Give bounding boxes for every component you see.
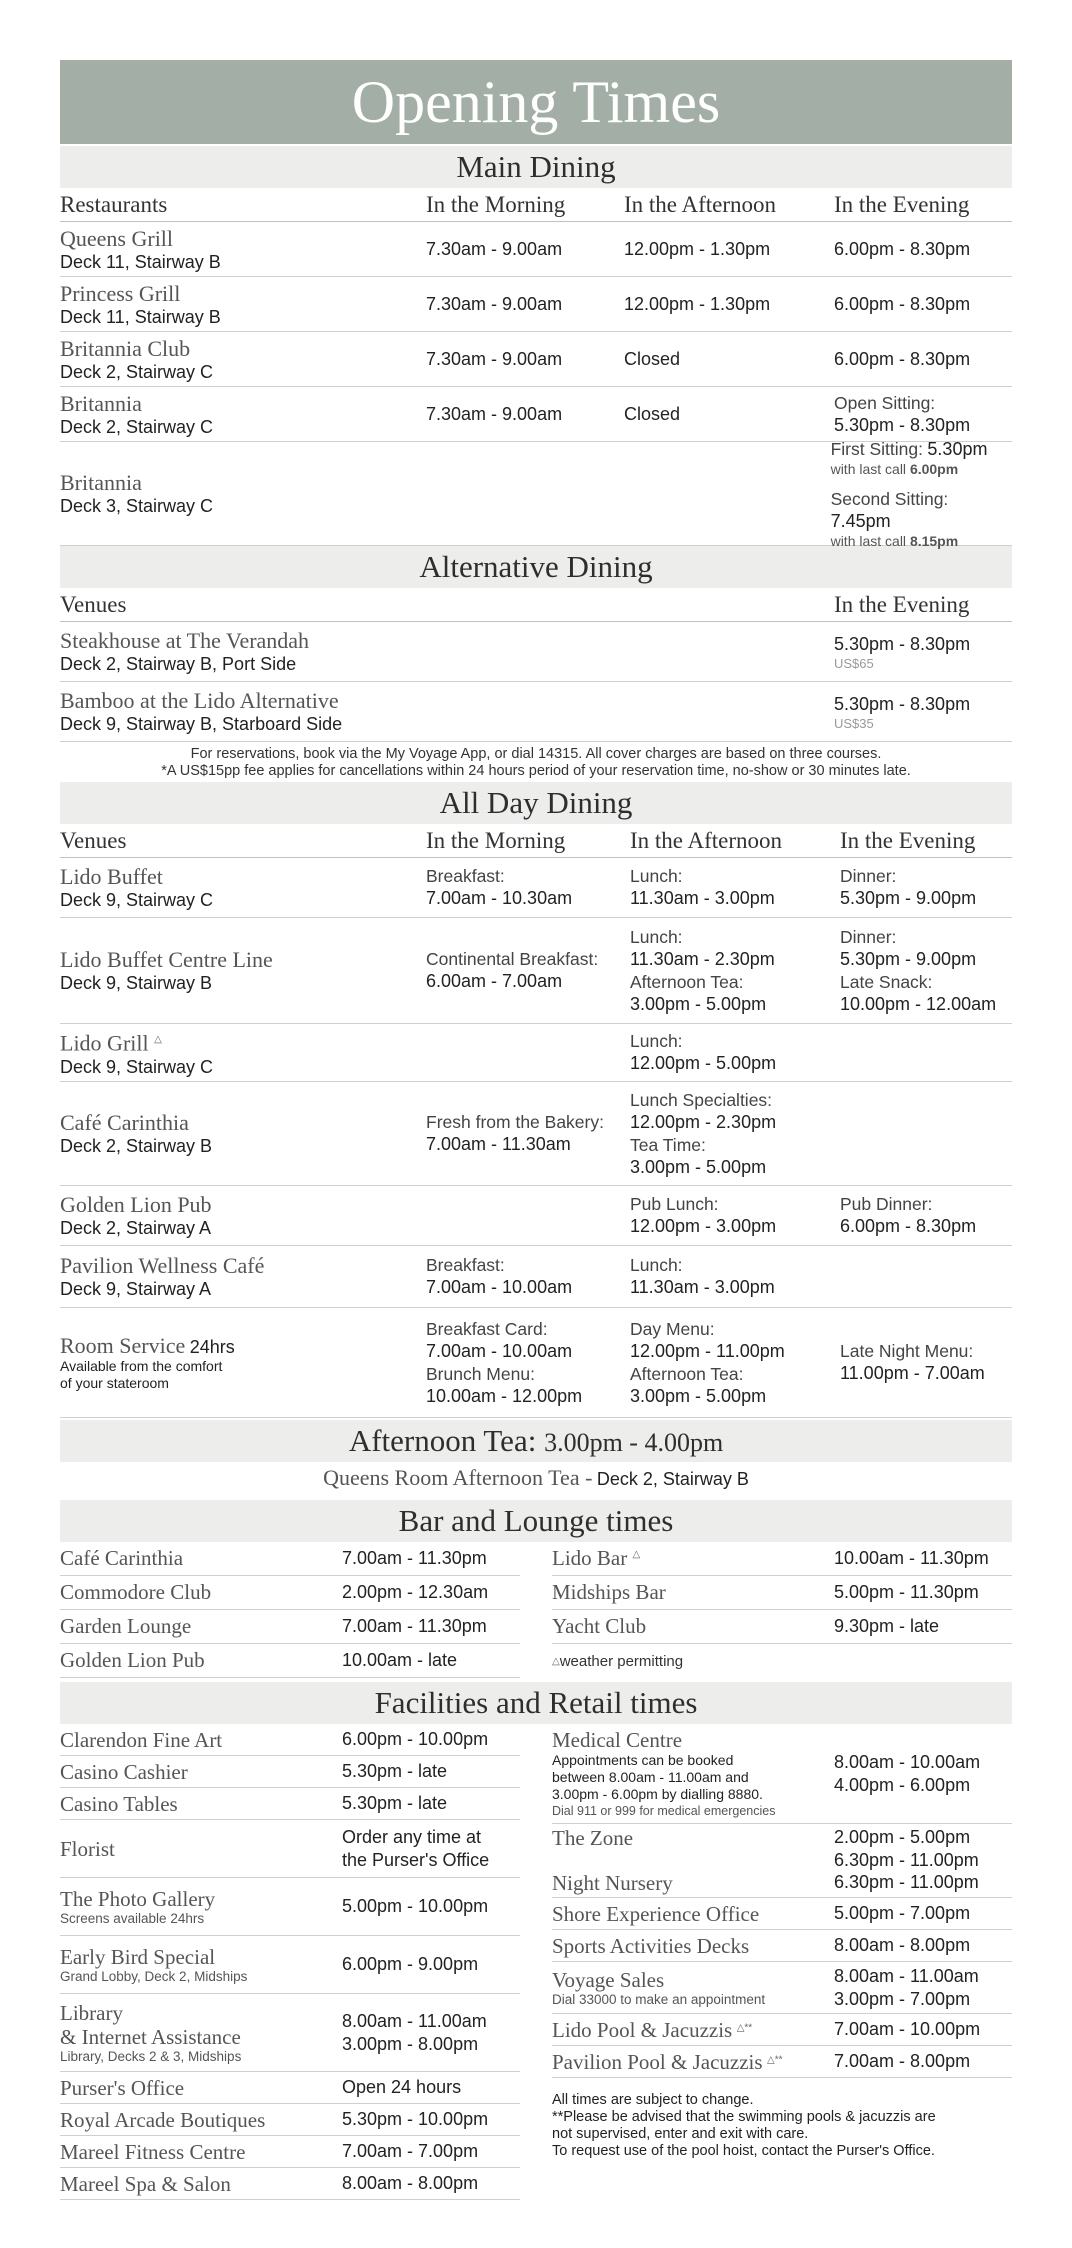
facility-row <box>552 1898 1012 1930</box>
meal-time: 5.30pm - 9.00pm <box>840 888 977 908</box>
bar-name: Golden Lion Pub <box>60 1648 205 1672</box>
reservation-note <box>60 742 1012 782</box>
facility-time: 2.00pm - 5.00pm <box>834 1827 971 1847</box>
venue-name: Britannia <box>60 390 142 416</box>
bar-time: 10.00am - late <box>342 1650 458 1670</box>
last-call-label: with last call <box>830 532 907 549</box>
meal-label: Lunch: <box>630 926 683 947</box>
weather-triangle-icon: △ <box>154 1034 162 1046</box>
facility-time: Open 24 hours <box>342 2077 462 2097</box>
facility-time: Order any time at <box>342 1826 482 1847</box>
facility-time: 3.00pm - 8.00pm <box>342 2033 479 2054</box>
bar-time: 2.00pm - 12.30am <box>342 1582 489 1602</box>
facilities-heading: Facilities and Retail times <box>60 1682 1012 1724</box>
facility-name: Early Bird Special <box>60 1944 216 1969</box>
venue-location: Deck 2, Stairway C <box>60 416 214 437</box>
bar-name: Café Carinthia <box>60 1546 184 1570</box>
alt-dining-heading: Alternative Dining <box>60 546 1012 588</box>
facility-time: 8.00am - 11.00am <box>342 2010 487 2031</box>
facility-name: Shore Experience Office <box>552 1901 760 1926</box>
afternoon-time: Closed <box>624 403 681 424</box>
note-line: not supervised, enter and exit with care. <box>552 2126 809 2142</box>
venue-location: Deck 2, Stairway B <box>60 1136 213 1156</box>
meal-label: Lunch Specialties: <box>630 1089 773 1110</box>
facility-time: 5.30pm - late <box>342 1761 448 1781</box>
facility-row <box>552 1868 1012 1898</box>
col-header: In the Morning <box>426 191 566 217</box>
venue-location: Deck 9, Stairway B <box>60 973 213 993</box>
venue-name: Queens Grill <box>60 225 174 251</box>
afternoon-time: 12.00pm - 1.30pm <box>624 293 771 314</box>
facility-row <box>60 2168 520 2200</box>
facility-row <box>552 1724 1012 1824</box>
venue-note: of your stateroom <box>60 1375 169 1391</box>
bar-row <box>552 1542 1012 1576</box>
facility-note: Screens available 24hrs <box>60 1910 205 1926</box>
meal-time: 12.00pm - 3.00pm <box>630 1216 777 1236</box>
facility-note: Grand Lobby, Deck 2, Midships <box>60 1968 248 1984</box>
meal-label: Pub Dinner: <box>840 1194 933 1214</box>
meal-label: Lunch: <box>630 1255 683 1275</box>
all-day-header-row <box>60 824 1012 858</box>
col-header: Venues <box>60 591 127 617</box>
facility-name: Royal Arcade Boutiques <box>60 2107 266 2132</box>
meal-label: Pub Lunch: <box>630 1194 719 1214</box>
meal-label: Lunch: <box>630 1031 683 1051</box>
facility-time: 5.30pm - late <box>342 1793 448 1813</box>
sitting-label: First Sitting: <box>830 438 923 459</box>
facilities-notes <box>552 2078 1012 2160</box>
meal-time: 12.00pm - 11.00pm <box>630 1340 785 1361</box>
facility-time: 6.30pm - 11.00pm <box>834 1872 979 1892</box>
meal-time: 11.30am - 3.00pm <box>630 1277 775 1297</box>
bar-name: Commodore Club <box>60 1580 212 1604</box>
facility-name: Florist <box>60 1836 115 1861</box>
bars-heading: Bar and Lounge times <box>60 1500 1012 1542</box>
morning-time: 7.30am - 9.00am <box>426 293 563 314</box>
last-call-label: with last call <box>830 460 907 477</box>
facility-time: 4.00pm - 6.00pm <box>834 1774 971 1795</box>
meal-label: Late Night Menu: <box>840 1341 974 1361</box>
facility-time: 5.30pm - 10.00pm <box>342 2109 489 2129</box>
venue-name: Queens Room Afternoon Tea - <box>323 1465 593 1490</box>
main-dining-heading: Main Dining <box>60 146 1012 188</box>
facility-name: Voyage Sales <box>552 1967 665 1992</box>
table-row <box>60 222 1012 277</box>
facility-row <box>60 1936 520 1994</box>
venue-name: Britannia <box>60 470 142 495</box>
afternoon-tea-venue <box>60 1462 1012 1500</box>
facility-name: Pavilion Pool & Jacuzzis <box>552 2049 763 2074</box>
venue-name: Lido Grill <box>60 1030 149 1056</box>
facility-note: Library, Decks 2 & 3, Midships <box>60 2048 242 2064</box>
meal-time: 3.00pm - 5.00pm <box>630 1156 767 1177</box>
facility-name: Sports Activities Decks <box>552 1933 750 1958</box>
facility-row <box>60 1724 520 1756</box>
facility-name: The Zone <box>552 1826 634 1850</box>
table-row <box>60 277 1012 332</box>
meal-time: 11.00pm - 7.00am <box>840 1363 985 1383</box>
weather-note <box>552 1644 1012 1678</box>
meal-label: Fresh from the Bakery: <box>426 1112 604 1132</box>
meal-time: 11.30am - 2.30pm <box>630 948 775 969</box>
col-header: In the Evening <box>840 827 976 853</box>
facility-time: 7.00am - 8.00pm <box>834 2051 971 2071</box>
meal-label: Dinner: <box>840 926 897 947</box>
bar-time: 7.00am - 11.30pm <box>342 1616 487 1636</box>
facility-time: 5.00pm - 10.00pm <box>342 1896 489 1916</box>
venue-name: Room Service <box>60 1333 186 1358</box>
bars-left-column <box>60 1542 520 1678</box>
bar-row <box>60 1576 520 1610</box>
meal-label: Breakfast: <box>426 866 505 886</box>
facility-time: 6.00pm - 10.00pm <box>342 1729 489 1749</box>
meal-label: Continental Breakfast: <box>426 949 599 969</box>
facility-name: Library <box>60 2000 123 2025</box>
col-header: In the Evening <box>834 191 970 217</box>
venue-name: Bamboo at the Lido Alternative <box>60 688 339 713</box>
bar-time: 9.30pm - late <box>834 1616 940 1636</box>
facility-time: 7.00am - 7.00pm <box>342 2141 479 2161</box>
facility-name: The Photo Gallery <box>60 1886 216 1911</box>
venue-name: Steakhouse at The Verandah <box>60 628 310 653</box>
bar-row <box>552 1610 1012 1644</box>
meal-time: 11.30am - 3.00pm <box>630 888 775 908</box>
meal-time: 12.00pm - 5.00pm <box>630 1053 777 1073</box>
col-header: Restaurants <box>60 191 168 217</box>
facility-note: Dial 33000 to make an appointment <box>552 1991 766 2007</box>
table-row <box>60 1186 1012 1246</box>
meal-time: 6.00pm - 8.30pm <box>840 1216 977 1236</box>
facility-row <box>60 2104 520 2136</box>
weather-text: weather permitting <box>559 1652 684 1670</box>
col-header: In the Afternoon <box>624 191 777 217</box>
facility-name: Casino Tables <box>60 1791 178 1816</box>
facility-name: Purser's Office <box>60 2075 185 2100</box>
facility-time: 5.00pm - 7.00pm <box>834 1903 971 1923</box>
venue-location: Deck 11, Stairway B <box>60 306 221 327</box>
sitting-time: 7.45pm <box>830 510 891 531</box>
evening-label: Open Sitting: <box>834 392 936 413</box>
meal-time: 5.30pm - 9.00pm <box>840 948 977 969</box>
table-row <box>60 1308 1012 1418</box>
facility-name: Casino Cashier <box>60 1759 188 1784</box>
meal-label: Day Menu: <box>630 1318 715 1339</box>
meal-label: Lunch: <box>630 866 683 886</box>
facility-note: Appointments can be booked <box>552 1752 734 1768</box>
bar-row <box>60 1644 520 1678</box>
venue-name: Café Carinthia <box>60 1110 189 1135</box>
afternoon-time: Closed <box>624 348 681 369</box>
table-row <box>60 1024 1012 1082</box>
weather-triangle-icon: △ <box>552 1655 560 1667</box>
facility-time: 8.00am - 8.00pm <box>342 2173 479 2193</box>
opening-times-page <box>60 60 1012 2200</box>
meal-time: 7.00am - 10.00am <box>426 1340 573 1361</box>
note-line: **Please be advised that the swimming pools & jacuzzis are <box>552 2109 936 2125</box>
meal-time: 3.00pm - 5.00pm <box>630 1385 767 1406</box>
meal-time: 6.00am - 7.00am <box>426 971 563 991</box>
meal-time: 7.00am - 10.30am <box>426 888 573 908</box>
facility-name: Clarendon Fine Art <box>60 1727 223 1752</box>
meal-label: Afternoon Tea: <box>630 971 744 992</box>
facilities-right-column <box>552 1724 1012 2200</box>
facility-time: 3.00pm - 7.00pm <box>834 1988 971 2009</box>
bar-name: Lido Bar <box>552 1546 628 1570</box>
facility-time: 8.00am - 11.00am <box>834 1965 979 1986</box>
morning-time: 7.30am - 9.00am <box>426 403 563 424</box>
afternoon-tea-time: 3.00pm - 4.00pm <box>544 1428 724 1457</box>
venue-location: Deck 9, Stairway A <box>60 1279 212 1299</box>
facility-row <box>552 1930 1012 1962</box>
facility-time: 6.30pm - 11.00pm <box>834 1850 979 1870</box>
facility-row <box>60 1756 520 1788</box>
meal-label: Breakfast Card: <box>426 1318 548 1339</box>
venue-location: Deck 3, Stairway C <box>60 496 214 516</box>
main-dining-header-row <box>60 188 1012 222</box>
venue-name: Princess Grill <box>60 280 181 306</box>
venue-location: Deck 2, Stairway C <box>60 361 214 382</box>
note-line: To request use of the pool hoist, contact the Purser's Office. <box>552 2143 935 2159</box>
weather-triangle-icon: △** <box>736 2022 753 2034</box>
room-service-hours: 24hrs <box>189 1337 235 1357</box>
venue-name: Britannia Club <box>60 335 191 361</box>
alt-dining-header-row <box>60 588 1012 622</box>
facility-row <box>60 1788 520 1820</box>
venue-location: Deck 2, Stairway A <box>60 1218 212 1238</box>
bar-time: 7.00am - 11.30pm <box>342 1548 487 1568</box>
facility-row <box>60 1994 520 2072</box>
meal-label: Afternoon Tea: <box>630 1363 744 1384</box>
table-row <box>60 1246 1012 1308</box>
facility-row <box>552 1824 1012 1868</box>
facility-time: 8.00am - 8.00pm <box>834 1935 971 1955</box>
facility-name: Lido Pool & Jacuzzis <box>552 2017 733 2042</box>
venue-name: Lido Buffet Centre Line <box>60 947 273 972</box>
facility-time: 6.00pm - 9.00pm <box>342 1954 479 1974</box>
col-header: In the Afternoon <box>630 827 783 853</box>
table-row <box>60 332 1012 387</box>
all-day-heading: All Day Dining <box>60 782 1012 824</box>
meal-label: Dinner: <box>840 866 897 886</box>
venue-name: Golden Lion Pub <box>60 1192 212 1217</box>
evening-time: 6.00pm - 8.30pm <box>834 348 971 369</box>
facility-note: 3.00pm - 6.00pm by dialling 8880. <box>552 1786 763 1802</box>
last-call-time: 6.00pm <box>909 460 959 477</box>
bar-row <box>552 1576 1012 1610</box>
sitting-label: Second Sitting: <box>830 488 949 509</box>
facility-row <box>552 2014 1012 2046</box>
evening-time: 6.00pm - 8.30pm <box>834 293 971 314</box>
weather-triangle-icon: △ <box>632 1549 641 1560</box>
venue-name: Pavilion Wellness Café <box>60 1253 265 1278</box>
note-line: For reservations, book via the My Voyage App, or dial 14315. All cover charges are based on three courses. <box>190 746 882 762</box>
venue-location: Deck 9, Stairway C <box>60 1056 214 1077</box>
evening-time: 6.00pm - 8.30pm <box>834 238 971 259</box>
meal-time: 7.00am - 10.00am <box>426 1277 573 1297</box>
facility-row <box>552 1962 1012 2014</box>
meal-time: 7.00am - 11.30am <box>426 1134 571 1154</box>
afternoon-tea-title: Afternoon Tea: <box>348 1423 537 1458</box>
last-call-time: 8.15pm <box>909 532 959 549</box>
venue-note: Available from the comfort <box>60 1358 223 1374</box>
meal-time: 10.00pm - 12.00am <box>840 993 997 1014</box>
facility-note: between 8.00am - 11.00am and <box>552 1769 749 1785</box>
facility-row <box>60 1878 520 1936</box>
venue-location: Deck 2, Stairway B, Port Side <box>60 654 297 674</box>
venue-name: Lido Buffet <box>60 864 163 889</box>
col-header: In the Evening <box>834 591 970 617</box>
evening-time: 5.30pm - 8.30pm <box>834 633 971 654</box>
facilities-columns <box>60 1724 1012 2200</box>
page-title: Opening Times <box>60 60 1012 144</box>
bars-columns <box>60 1542 1012 1678</box>
bar-row <box>60 1610 520 1644</box>
table-row <box>60 918 1012 1024</box>
facility-name: Mareel Fitness Centre <box>60 2139 246 2164</box>
afternoon-time: 12.00pm - 1.30pm <box>624 238 771 259</box>
facility-time: 7.00am - 10.00pm <box>834 2019 981 2039</box>
meal-time: 3.00pm - 5.00pm <box>630 993 767 1014</box>
table-row <box>60 1082 1012 1186</box>
facility-name: & Internet Assistance <box>60 2024 241 2049</box>
facility-note: Dial 911 or 999 for medical emergencies <box>552 1804 776 1818</box>
cover-charge: US$65 <box>834 655 874 671</box>
afternoon-tea-heading <box>60 1420 1012 1462</box>
bar-name: Yacht Club <box>552 1614 647 1638</box>
col-header: Venues <box>60 827 127 853</box>
facility-name: Medical Centre <box>552 1728 683 1752</box>
morning-time: 7.30am - 9.00am <box>426 238 563 259</box>
cover-charge: US$35 <box>834 715 874 731</box>
meal-label: Brunch Menu: <box>426 1363 535 1384</box>
facility-time: the Purser's Office <box>342 1849 490 1870</box>
facility-row <box>60 2072 520 2104</box>
bar-time: 10.00am - 11.30pm <box>834 1548 989 1568</box>
note-line: All times are subject to change. <box>552 2092 754 2108</box>
venue-location: Deck 11, Stairway B <box>60 251 221 272</box>
col-header: In the Morning <box>426 827 566 853</box>
weather-triangle-icon: △** <box>767 2054 783 2066</box>
table-row <box>60 622 1012 682</box>
facility-time: 8.00am - 10.00am <box>834 1751 981 1772</box>
morning-time: 7.30am - 9.00am <box>426 348 563 369</box>
table-row <box>60 682 1012 742</box>
sitting-time: 5.30pm <box>927 438 988 459</box>
evening-time: 5.30pm - 8.30pm <box>834 693 971 714</box>
venue-location: Deck 9, Stairway C <box>60 890 214 910</box>
bar-name: Garden Lounge <box>60 1614 192 1638</box>
meal-label: Late Snack: <box>840 971 933 992</box>
evening-time: 5.30pm - 8.30pm <box>834 414 971 435</box>
bar-time: 5.00pm - 11.30pm <box>834 1582 979 1602</box>
facilities-left-column <box>60 1724 520 2200</box>
meal-label: Tea Time: <box>630 1134 706 1155</box>
bar-row <box>60 1542 520 1576</box>
note-line: *A US$15pp fee applies for cancellations within 24 hours period of your reservation time, no-show or 30 minutes late. <box>161 763 911 779</box>
table-row <box>60 438 1012 549</box>
facility-name: Mareel Spa & Salon <box>60 2171 231 2196</box>
table-row <box>60 858 1012 918</box>
facility-row <box>60 2136 520 2168</box>
table-row <box>60 387 1012 442</box>
meal-time: 12.00pm - 2.30pm <box>630 1111 777 1132</box>
facility-row <box>552 2046 1012 2078</box>
bar-name: Midships Bar <box>552 1580 666 1604</box>
venue-location: Deck 9, Stairway B, Starboard Side <box>60 714 343 734</box>
facility-name: Night Nursery <box>552 1870 673 1895</box>
meal-time: 10.00am - 12.00pm <box>426 1385 583 1406</box>
venue-location: Deck 2, Stairway B <box>596 1469 749 1489</box>
bars-right-column <box>552 1542 1012 1678</box>
facility-row <box>60 1820 520 1878</box>
meal-label: Breakfast: <box>426 1255 505 1275</box>
